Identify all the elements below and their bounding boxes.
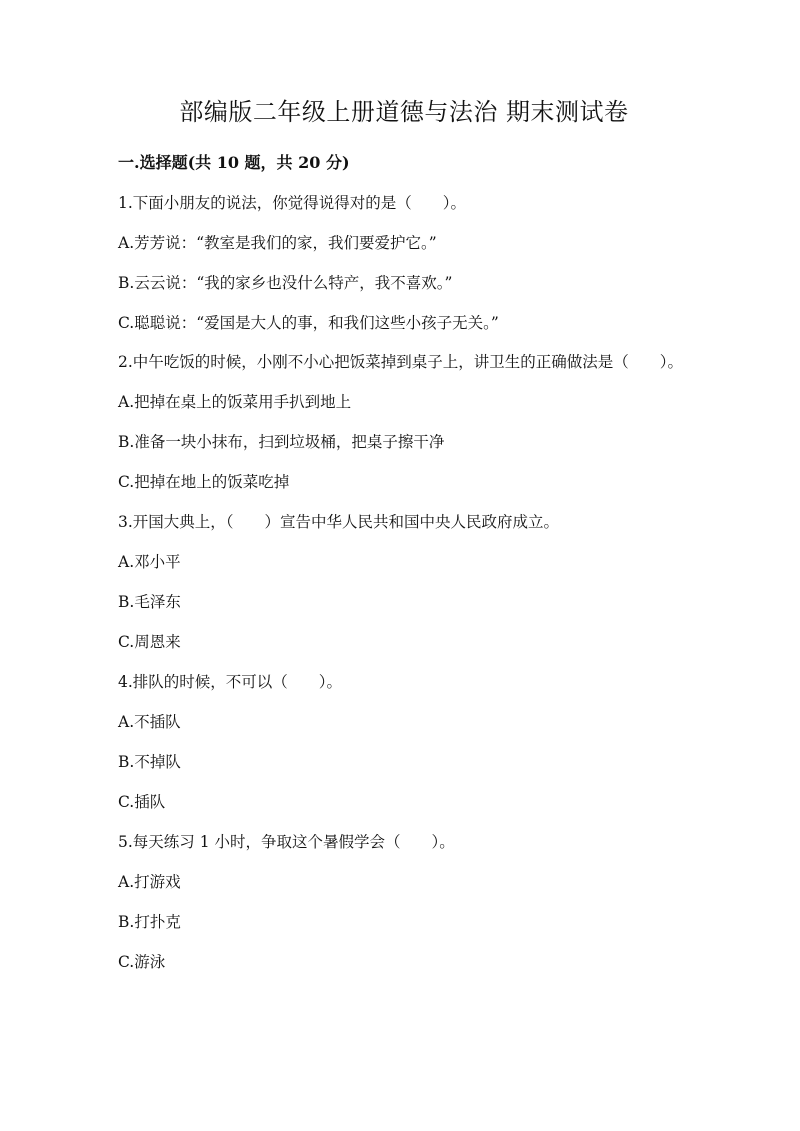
question-5-option-a: A.打游戏 bbox=[118, 873, 181, 891]
question-3-option-c: C.周恩来 bbox=[118, 633, 181, 651]
question-4-option-c: C.插队 bbox=[118, 793, 166, 811]
question-4-stem: 4.排队的时候，不可以（ ）。 bbox=[118, 673, 343, 691]
question-1-stem: 1.下面小朋友的说法，你觉得说得对的是（ ）。 bbox=[118, 194, 467, 212]
question-2-option-b: B.准备一块小抹布，扫到垃圾桶，把桌子擦干净 bbox=[118, 433, 445, 451]
question-2-option-a: A.把掉在桌上的饭菜用手扒到地上 bbox=[118, 393, 352, 411]
question-3-option-a: A.邓小平 bbox=[118, 553, 181, 571]
question-3 bbox=[118, 511, 690, 653]
question-2-option-c: C.把掉在地上的饭菜吃掉 bbox=[118, 473, 290, 491]
question-5-option-c: C.游泳 bbox=[118, 953, 166, 971]
question-1-option-c: C.聪聪说：“爱国是大人的事，和我们这些小孩子无关。” bbox=[118, 314, 499, 332]
question-1-option-a: A.芳芳说：“教室是我们的家，我们要爱护它。” bbox=[118, 234, 437, 252]
question-4-option-b: B.不掉队 bbox=[118, 753, 181, 771]
question-4-option-a: A.不插队 bbox=[118, 713, 181, 731]
question-1-option-b: B.云云说：“我的家乡也没什么特产，我不喜欢。” bbox=[118, 274, 453, 292]
question-3-option-b: B.毛泽东 bbox=[118, 593, 181, 611]
question-5-stem: 5.每天练习 1 小时，争取这个暑假学会（ ）。 bbox=[118, 833, 455, 851]
document-title: 部编版二年级上册道德与法治 期末测试卷 bbox=[179, 98, 629, 126]
section-title: 一.选择题(共 10 题，共 20 分) bbox=[118, 153, 350, 172]
question-5 bbox=[118, 831, 690, 973]
question-1 bbox=[118, 192, 690, 334]
question-2-stem: 2.中午吃饭的时候，小刚不小心把饭菜掉到桌子上，讲卫生的正确做法是（ ）。 bbox=[118, 353, 684, 371]
question-5-option-b: B.打扑克 bbox=[118, 913, 181, 931]
question-3-stem: 3.开国大典上，（ ）宣告中华人民共和国中央人民政府成立。 bbox=[118, 513, 560, 531]
question-2 bbox=[118, 352, 690, 493]
question-4 bbox=[118, 671, 690, 813]
